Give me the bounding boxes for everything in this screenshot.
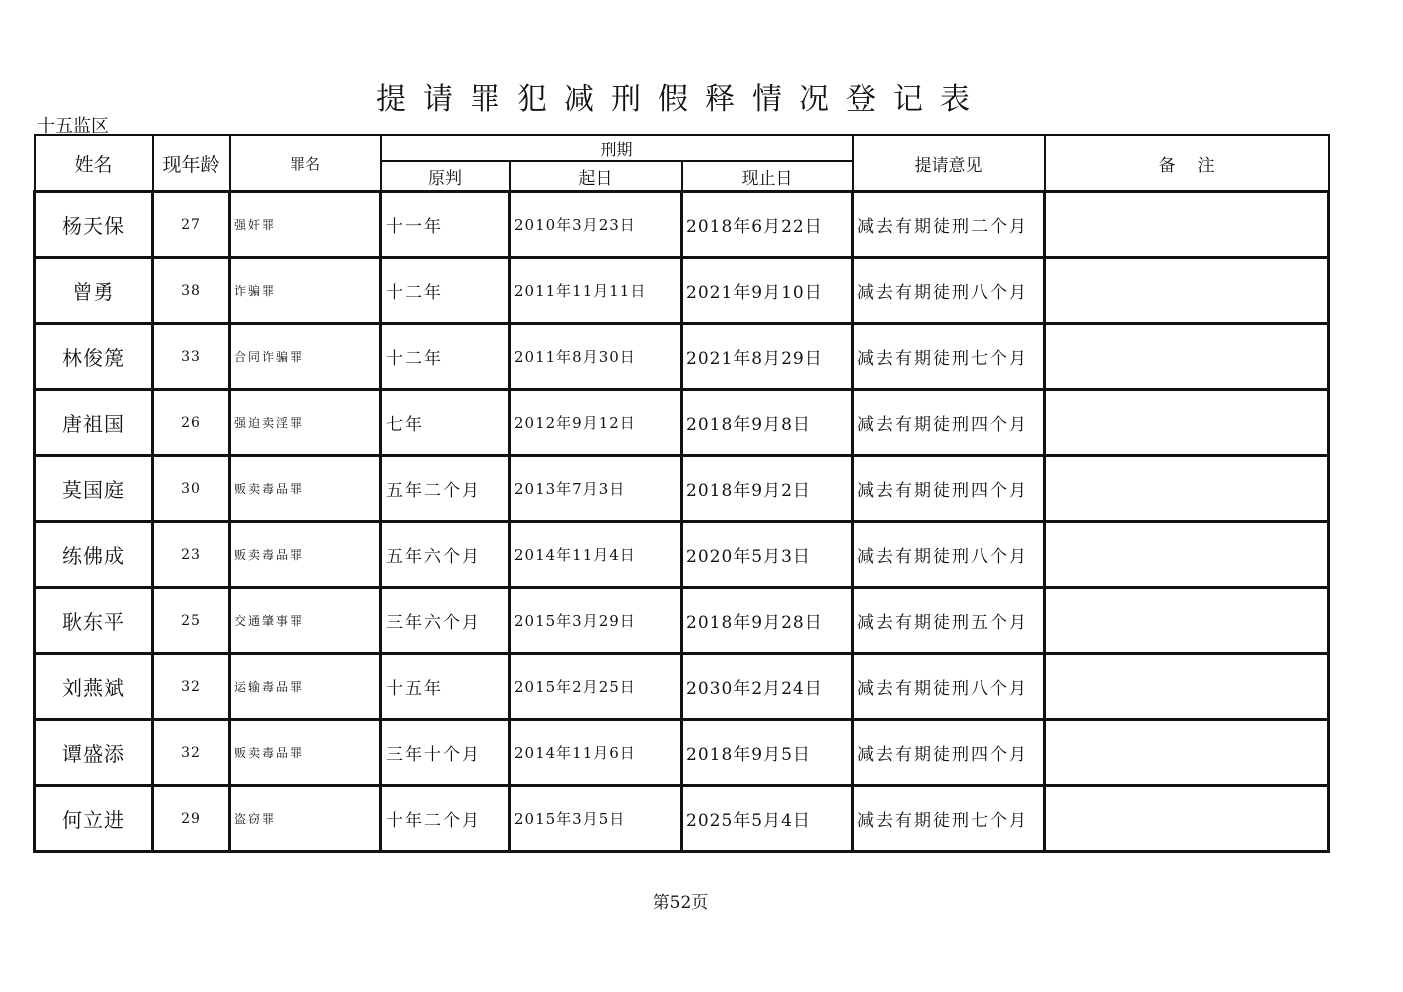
cell-remark [1045, 786, 1329, 852]
cell-age: 27 [153, 192, 230, 258]
cell-age: 33 [153, 324, 230, 390]
cell-age: 25 [153, 588, 230, 654]
header-start: 起日 [510, 161, 682, 192]
cell-crime: 贩卖毒品罪 [230, 456, 381, 522]
cell-name: 练佛成 [35, 522, 153, 588]
cell-end: 2030年2月24日 [682, 654, 853, 720]
cell-remark [1045, 654, 1329, 720]
page-title: 提请罪犯减刑假释情况登记表 [376, 82, 987, 117]
cell-end: 2018年9月28日 [682, 588, 853, 654]
cell-original: 十五年 [381, 654, 510, 720]
cell-name: 曾勇 [35, 258, 153, 324]
cell-crime: 交通肇事罪 [230, 588, 381, 654]
table-row [35, 324, 1329, 390]
cell-name: 谭盛添 [35, 720, 153, 786]
cell-age: 23 [153, 522, 230, 588]
cell-original: 三年十个月 [381, 720, 510, 786]
cell-end: 2025年5月4日 [682, 786, 853, 852]
cell-opinion: 减去有期徒刑八个月 [853, 522, 1045, 588]
cell-crime: 盗窃罪 [230, 786, 381, 852]
cell-start: 2012年9月12日 [510, 390, 682, 456]
cell-original: 五年二个月 [381, 456, 510, 522]
cell-remark [1045, 258, 1329, 324]
cell-name: 刘燕斌 [35, 654, 153, 720]
cell-remark [1045, 720, 1329, 786]
header-sentence-group: 刑期 [381, 135, 853, 161]
cell-end: 2020年5月3日 [682, 522, 853, 588]
cell-remark [1045, 522, 1329, 588]
cell-start: 2014年11月6日 [510, 720, 682, 786]
cell-crime: 合同诈骗罪 [230, 324, 381, 390]
header-remark: 备注 [1045, 135, 1329, 192]
cell-start: 2015年3月5日 [510, 786, 682, 852]
header-original: 原判 [381, 161, 510, 192]
cell-opinion: 减去有期徒刑七个月 [853, 786, 1045, 852]
cell-crime: 运输毒品罪 [230, 654, 381, 720]
table-row [35, 390, 1329, 456]
header-name: 姓名 [35, 135, 153, 192]
cell-age: 26 [153, 390, 230, 456]
cell-name: 林俊箎 [35, 324, 153, 390]
register-table [33, 134, 1330, 853]
table-row [35, 588, 1329, 654]
cell-opinion: 减去有期徒刑二个月 [853, 192, 1045, 258]
cell-original: 三年六个月 [381, 588, 510, 654]
cell-crime: 贩卖毒品罪 [230, 720, 381, 786]
cell-remark [1045, 588, 1329, 654]
cell-opinion: 减去有期徒刑八个月 [853, 654, 1045, 720]
cell-start: 2010年3月23日 [510, 192, 682, 258]
district-label: 十五监区 [37, 116, 109, 137]
cell-opinion: 减去有期徒刑四个月 [853, 720, 1045, 786]
table-row [35, 258, 1329, 324]
table-row [35, 522, 1329, 588]
header-opinion: 提请意见 [853, 135, 1045, 192]
header-crime: 罪名 [230, 135, 381, 192]
cell-end: 2021年8月29日 [682, 324, 853, 390]
cell-original: 十年二个月 [381, 786, 510, 852]
cell-original: 十二年 [381, 258, 510, 324]
header-end: 现止日 [682, 161, 853, 192]
cell-name: 耿东平 [35, 588, 153, 654]
cell-name: 杨天保 [35, 192, 153, 258]
cell-remark [1045, 192, 1329, 258]
cell-start: 2014年11月4日 [510, 522, 682, 588]
cell-name: 何立进 [35, 786, 153, 852]
cell-crime: 贩卖毒品罪 [230, 522, 381, 588]
page-number: 第52页 [652, 893, 709, 913]
cell-remark [1045, 324, 1329, 390]
table-row [35, 720, 1329, 786]
cell-age: 32 [153, 654, 230, 720]
cell-age: 32 [153, 720, 230, 786]
cell-end: 2018年9月2日 [682, 456, 853, 522]
cell-original: 五年六个月 [381, 522, 510, 588]
cell-original: 七年 [381, 390, 510, 456]
cell-original: 十一年 [381, 192, 510, 258]
cell-opinion: 减去有期徒刑四个月 [853, 456, 1045, 522]
table-row [35, 786, 1329, 852]
cell-end: 2018年6月22日 [682, 192, 853, 258]
cell-start: 2015年3月29日 [510, 588, 682, 654]
cell-opinion: 减去有期徒刑四个月 [853, 390, 1045, 456]
cell-end: 2018年9月8日 [682, 390, 853, 456]
cell-start: 2011年11月11日 [510, 258, 682, 324]
cell-crime: 诈骗罪 [230, 258, 381, 324]
table-row [35, 654, 1329, 720]
cell-start: 2015年2月25日 [510, 654, 682, 720]
cell-end: 2021年9月10日 [682, 258, 853, 324]
cell-crime: 强迫卖淫罪 [230, 390, 381, 456]
cell-opinion: 减去有期徒刑八个月 [853, 258, 1045, 324]
cell-age: 38 [153, 258, 230, 324]
cell-start: 2011年8月30日 [510, 324, 682, 390]
table-row [35, 192, 1329, 258]
cell-remark [1045, 390, 1329, 456]
header-age: 现年龄 [153, 135, 230, 192]
cell-crime: 强奸罪 [230, 192, 381, 258]
cell-opinion: 减去有期徒刑七个月 [853, 324, 1045, 390]
cell-start: 2013年7月3日 [510, 456, 682, 522]
cell-opinion: 减去有期徒刑五个月 [853, 588, 1045, 654]
cell-name: 莫国庭 [35, 456, 153, 522]
cell-original: 十二年 [381, 324, 510, 390]
cell-remark [1045, 456, 1329, 522]
cell-end: 2018年9月5日 [682, 720, 853, 786]
cell-age: 29 [153, 786, 230, 852]
cell-name: 唐祖国 [35, 390, 153, 456]
cell-age: 30 [153, 456, 230, 522]
table-row [35, 456, 1329, 522]
